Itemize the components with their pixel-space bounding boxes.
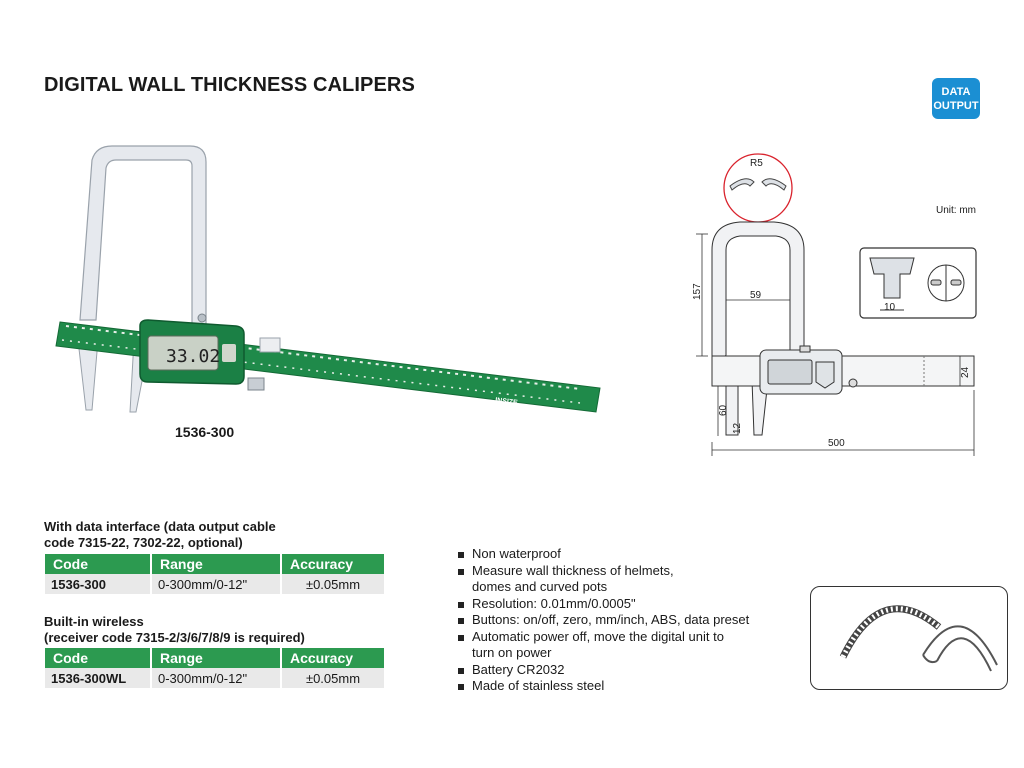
col-range-header: Range <box>151 648 281 668</box>
cell-accuracy: ±0.05mm <box>281 668 385 688</box>
cell-range: 0-300mm/0-12" <box>151 574 281 594</box>
table-row <box>45 668 385 688</box>
dim-tip-length: 12 <box>732 422 743 434</box>
cell-code: 1536-300WL <box>45 668 151 688</box>
spec-table-header <box>45 554 385 574</box>
helmet-illustration <box>810 586 1008 690</box>
badge-line-1: DATA <box>941 85 971 98</box>
list-item: Buttons: on/off, zero, mm/inch, ABS, data preset <box>456 612 749 629</box>
brand-mark: INSIZE <box>494 397 519 407</box>
spec-group-1-title <box>44 519 276 551</box>
unit-label: Unit: mm <box>936 205 976 216</box>
spec-table-1 <box>45 554 386 594</box>
list-item: Automatic power off, move the digital unit to <box>456 629 749 646</box>
spec-group-2-title-line1: Built-in wireless <box>44 614 144 629</box>
spec-group-1-title-line2: code 7315-22, 7302-22, optional) <box>44 535 243 550</box>
badge-line-2: OUTPUT <box>933 99 979 112</box>
spec-table-2 <box>45 648 386 688</box>
caliper-product-image <box>40 140 620 430</box>
page-title: DIGITAL WALL THICKNESS CALIPERS <box>44 74 415 96</box>
list-item: Battery CR2032 <box>456 662 749 679</box>
cell-range: 0-300mm/0-12" <box>151 668 281 688</box>
dim-tip-width: 10 <box>884 302 896 313</box>
list-item: Measure wall thickness of helmets, <box>456 563 749 580</box>
data-output-badge <box>932 78 980 119</box>
dim-height: 157 <box>692 283 703 300</box>
list-item-continuation: domes and curved pots <box>472 579 608 594</box>
cell-code: 1536-300 <box>45 574 151 594</box>
list-item: Made of stainless steel <box>456 678 749 695</box>
spec-group-2-title-line2: (receiver code 7315-2/3/6/7/8/9 is required) <box>44 630 305 645</box>
list-item: Non waterproof <box>456 546 749 563</box>
list-item: Resolution: 0.01mm/0.0005" <box>456 596 749 613</box>
lcd-reading: 33.02 <box>166 346 221 367</box>
spec-table-header <box>45 648 385 668</box>
col-code-header: Code <box>45 554 151 574</box>
list-item-continuation: turn on power <box>472 645 552 660</box>
dim-beam-width: 24 <box>960 366 971 378</box>
feature-list <box>456 546 749 695</box>
dim-total-length: 500 <box>828 438 845 449</box>
dim-radius: R5 <box>750 158 763 169</box>
technical-drawing <box>688 150 988 460</box>
model-label: 1536-300 <box>175 424 235 440</box>
col-accuracy-header: Accuracy <box>281 554 385 574</box>
spec-group-1-title-line1: With data interface (data output cable <box>44 519 276 534</box>
table-row <box>45 574 385 594</box>
dim-inner-width: 59 <box>750 290 762 301</box>
col-accuracy-header: Accuracy <box>281 648 385 668</box>
spec-group-2-title <box>44 614 305 646</box>
col-code-header: Code <box>45 648 151 668</box>
col-range-header: Range <box>151 554 281 574</box>
dim-jaw-depth: 60 <box>718 404 729 416</box>
cell-accuracy: ±0.05mm <box>281 574 385 594</box>
